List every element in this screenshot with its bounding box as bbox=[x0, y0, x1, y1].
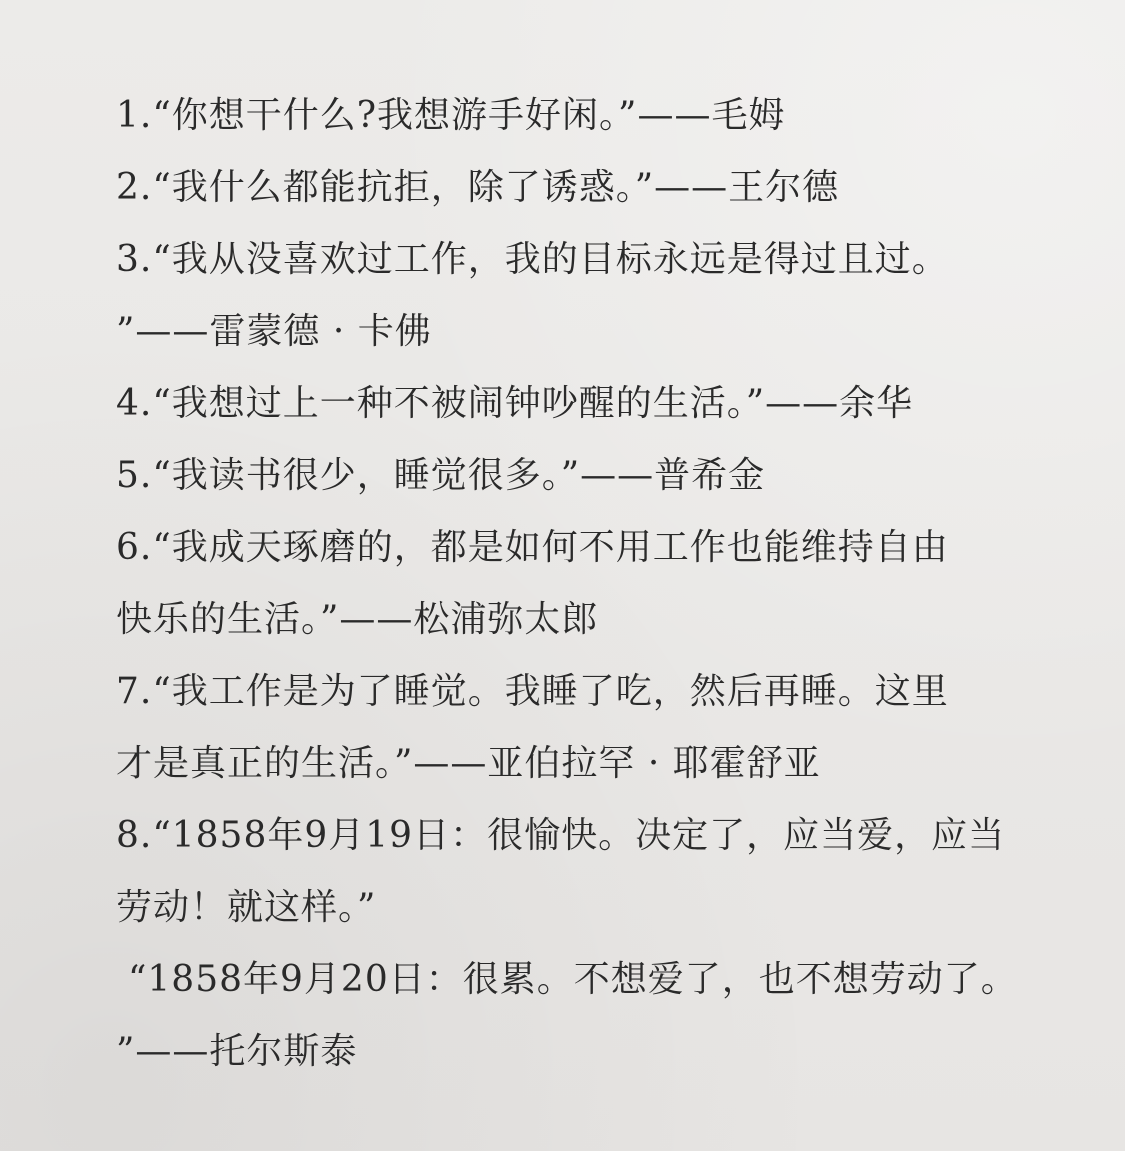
quote-1-line: 1.“你想干什么?我想游手好闲。”——毛姆 bbox=[116, 95, 786, 136]
quote-3-line-1: 3.“我从没喜欢过工作，我的目标永远是得过且过。 bbox=[116, 239, 949, 280]
quote-6-line-1: 6.“我成天琢磨的，都是如何不用工作也能维持自由 bbox=[116, 527, 949, 568]
quote-5-line: 5.“我读书很少，睡觉很多。”——普希金 bbox=[116, 455, 766, 496]
quote-4-line: 4.“我想过上一种不被闹钟吵醒的生活。”——余华 bbox=[116, 383, 914, 424]
quote-list bbox=[116, 80, 1016, 1088]
quote-7-line-1: 7.“我工作是为了睡觉。我睡了吃，然后再睡。这里 bbox=[116, 671, 949, 712]
quote-8-line-3: “1858年9月20日：很累。不想爱了，也不想劳动了。 bbox=[128, 959, 1018, 1000]
quote-2-line: 2.“我什么都能抗拒，除了诱惑。”——王尔德 bbox=[116, 167, 840, 208]
quote-8-line-2: 劳动！就这样。” bbox=[116, 887, 377, 928]
quote-8-line-4: ”——托尔斯泰 bbox=[116, 1031, 358, 1072]
quote-3-line-2: ”——雷蒙德 · 卡佛 bbox=[116, 311, 432, 352]
quote-8-line-1: 8.“1858年9月19日：很愉快。决定了，应当爱，应当 bbox=[116, 815, 1006, 856]
quote-6-line-2: 快乐的生活。”——松浦弥太郎 bbox=[116, 599, 599, 640]
quote-7-line-2: 才是真正的生活。”——亚伯拉罕 · 耶霍舒亚 bbox=[116, 743, 821, 784]
